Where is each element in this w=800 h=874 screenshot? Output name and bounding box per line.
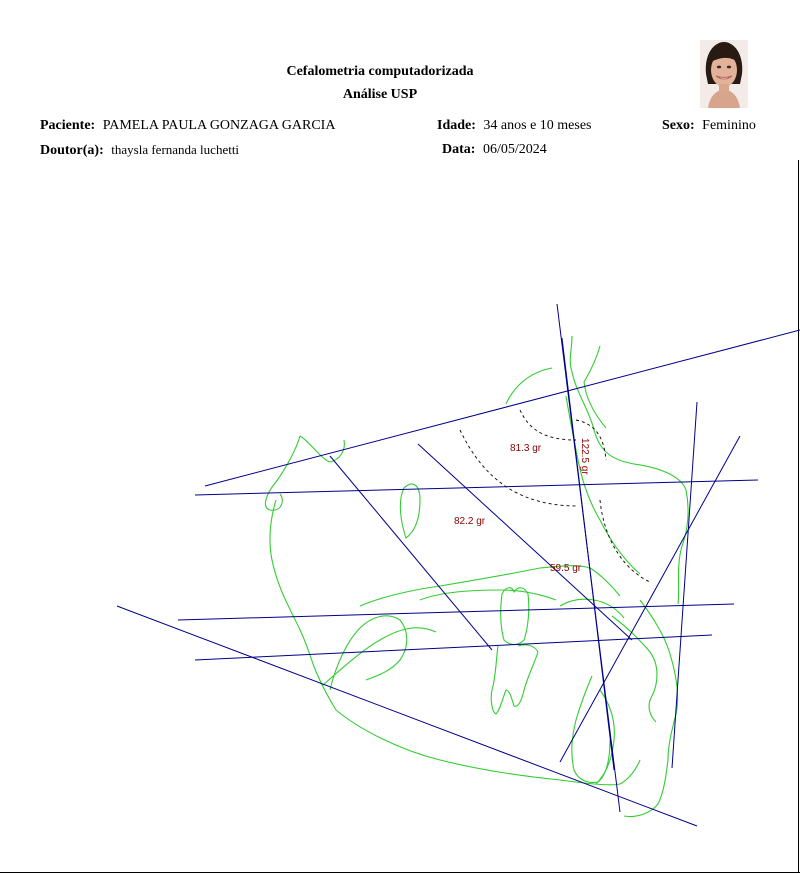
arc-snb: [460, 430, 578, 506]
forehead: [584, 346, 606, 428]
na-line: [418, 444, 632, 640]
patient-age: 34 anos e 10 meses: [483, 118, 592, 133]
arc-sna: [520, 410, 576, 440]
angle-label-facial: 122.5 gr: [579, 438, 590, 475]
symphysis: [596, 690, 614, 784]
palate: [420, 590, 556, 600]
sn-line: [205, 330, 800, 486]
exam-date: 06/05/2024: [482, 142, 547, 157]
orbit-contour: [400, 484, 420, 538]
occlusal-line-2: [195, 635, 712, 660]
angle-arcs: [460, 410, 650, 582]
report-title: Cefalometria computadorizada: [286, 64, 474, 79]
soft-tissue-nose: [506, 336, 688, 604]
doctor-label: Doutor(a):: [40, 143, 104, 158]
patient-age-label: Idade:: [437, 118, 476, 133]
pharynx-wall: [322, 628, 436, 686]
arc-mandibular: [600, 500, 650, 582]
mandible-body: [336, 710, 640, 785]
mandible-ramus: [270, 500, 336, 710]
patient-name: PAMELA PAULA GONZAGA GARCIA: [102, 118, 336, 133]
angle-label-snb: 82.2 gr: [454, 516, 486, 527]
anatomy-contours: [265, 336, 688, 817]
sella-contour: [300, 436, 344, 462]
lips: [612, 616, 657, 722]
patient-sex: Feminino: [702, 118, 756, 133]
patient-sex-label: Sexo:: [662, 118, 695, 133]
sella-gonion-line: [330, 456, 492, 650]
reference-lines: [117, 304, 800, 826]
exam-date-label: Data:: [442, 142, 476, 157]
angle-label-incisor: 59.5 gr: [550, 563, 582, 574]
facial-line-2: [562, 338, 614, 770]
report-subtitle: Análise USP: [342, 87, 418, 102]
angle-label-sna: 81.3 gr: [510, 443, 542, 454]
patient-name-label: Paciente:: [40, 118, 96, 133]
upper-incisor: [501, 588, 529, 645]
frankfort-line: [195, 480, 758, 495]
lower-molar: [491, 645, 538, 714]
y-axis-line: [672, 402, 697, 768]
doctor-name: thaysla fernanda luchetti: [111, 142, 240, 157]
cranial-base-contour: [265, 436, 300, 510]
